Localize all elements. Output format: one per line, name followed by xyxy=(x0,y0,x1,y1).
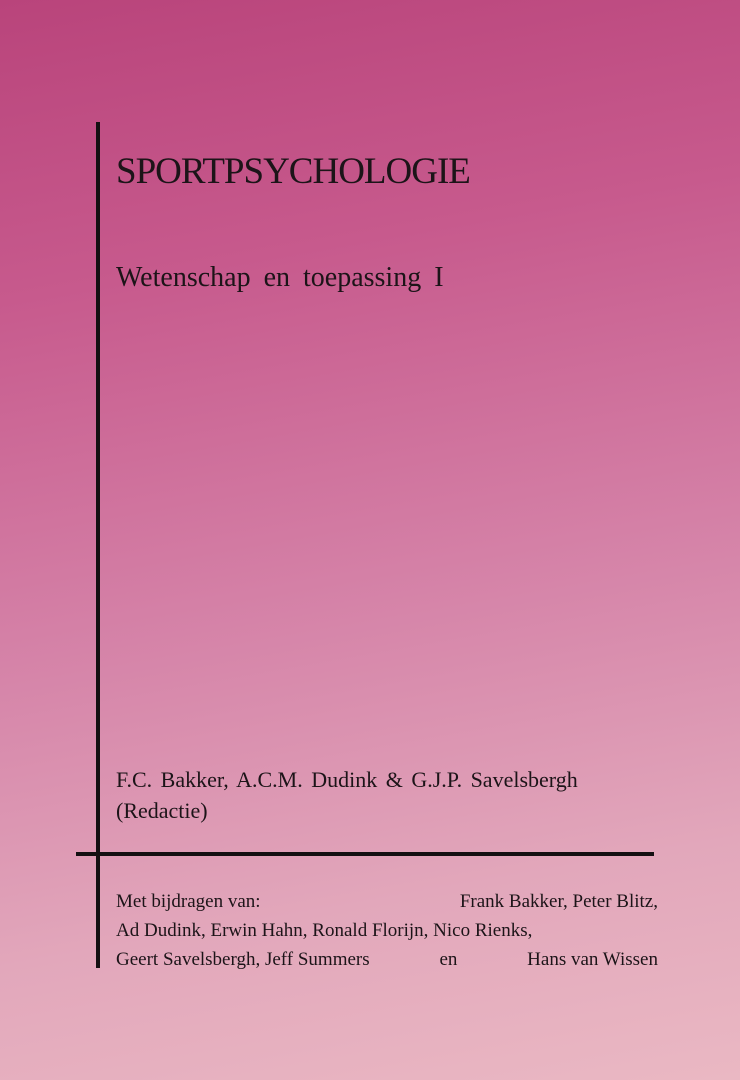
book-subtitle: Wetenschap en toepassing I xyxy=(116,262,444,293)
contributors-block xyxy=(116,887,658,974)
editor-names: F.C. Bakker, A.C.M. Dudink & G.J.P. Savelsbergh xyxy=(116,767,578,792)
contributors-names-2: Ad Dudink, Erwin Hahn, Ronald Florijn, Nico Rienks, xyxy=(116,920,533,941)
editors-role: (Redactie) xyxy=(116,798,208,823)
contributors-names-3: Geert Savelsbergh, Jeff Summers xyxy=(116,949,370,970)
vertical-rule xyxy=(96,122,100,968)
contributors-line-1 xyxy=(116,887,658,916)
contributors-line-3 xyxy=(116,945,658,974)
contributors-conjunction: en xyxy=(439,949,458,970)
editors-block xyxy=(116,764,578,826)
contributors-names-1: Frank Bakker, Peter Blitz, xyxy=(459,891,658,912)
book-title: SPORTPSYCHOLOGIE xyxy=(116,151,470,192)
contributors-label: Met bijdragen van: xyxy=(116,891,261,912)
contributors-names-last: Hans van Wissen xyxy=(527,949,658,970)
horizontal-rule xyxy=(76,852,654,856)
contributors-line-2 xyxy=(116,916,658,945)
